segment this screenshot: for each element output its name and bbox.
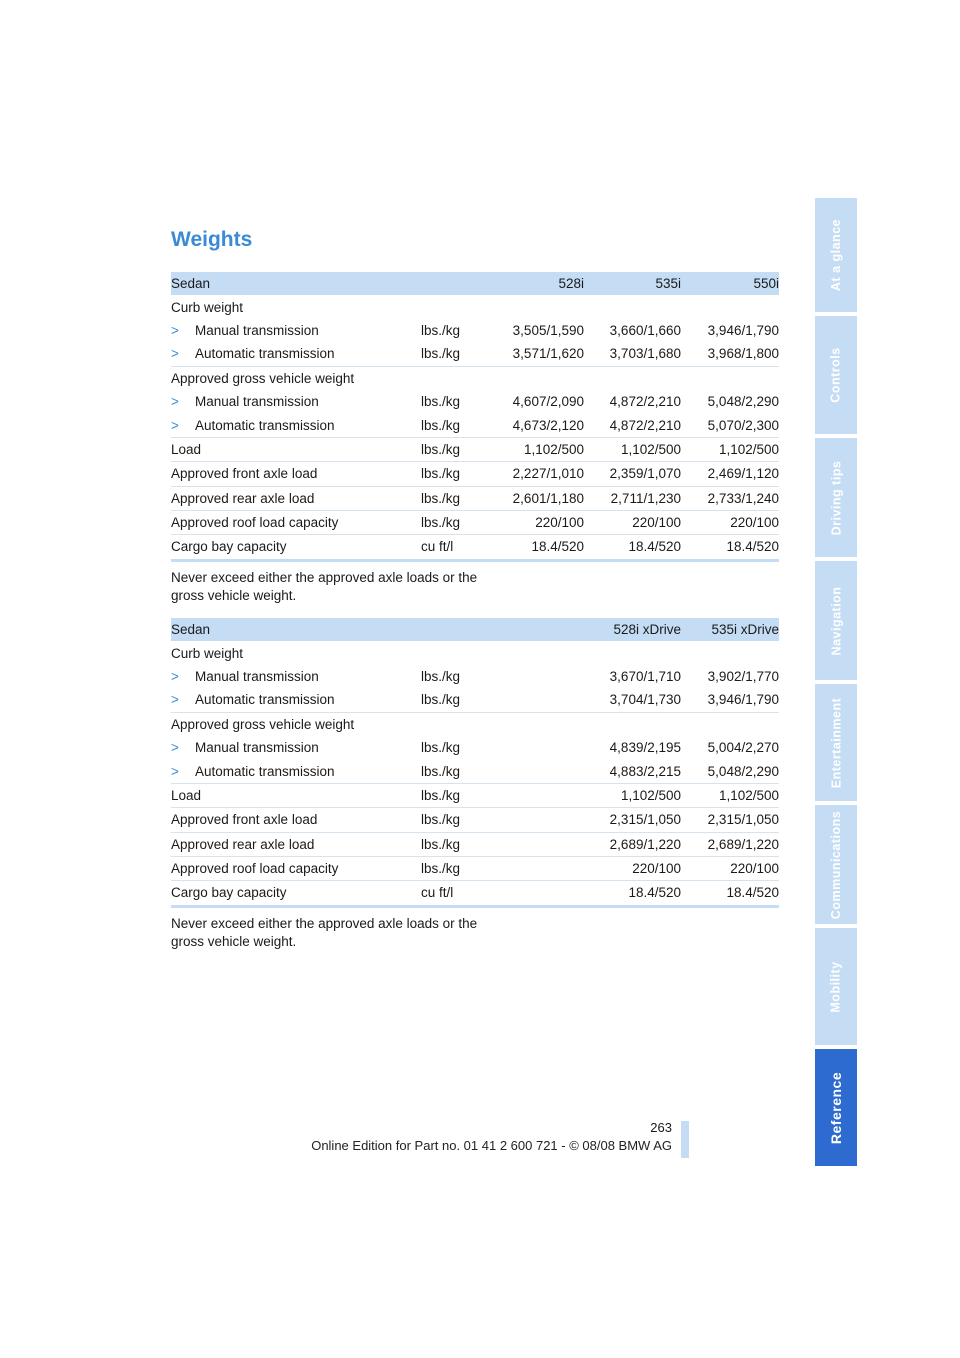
row-label (171, 366, 421, 390)
row-unit: lbs./kg (421, 668, 461, 684)
table-row (171, 486, 779, 510)
row-label-text: Approved front axle load (171, 466, 318, 482)
row-label (171, 295, 421, 318)
value-cell (486, 712, 584, 736)
table-row (171, 437, 779, 461)
value-cell (584, 295, 681, 318)
value-cell: 3,946/1,790 (681, 688, 779, 712)
value-cell: 3,946/1,790 (707, 322, 779, 338)
table-row (171, 462, 779, 486)
row-label-text: Curb weight (171, 645, 244, 661)
value-cell: 2,469/1,120 (681, 462, 779, 486)
nav-tab-label: Mobility (829, 960, 843, 1013)
value-cell: 5,048/2,290 (681, 759, 779, 783)
table-row (171, 319, 779, 342)
row-label (171, 736, 421, 759)
value-cell (486, 832, 584, 856)
weight-note: Never exceed either the approved axle loads or the gross vehicle weight. (171, 570, 478, 603)
table-row (171, 832, 779, 856)
row-unit: lbs./kg (421, 856, 486, 880)
value-cell: 3,968/1,800 (681, 342, 779, 366)
row-label (171, 535, 421, 560)
table-row (171, 366, 779, 390)
row-unit: lbs./kg (421, 783, 486, 807)
row-label-text: Approved front axle load (171, 812, 318, 828)
row-label-text: Approved rear axle load (171, 836, 315, 852)
value-cell: 2,227/1,010 (486, 462, 584, 486)
value-cell (486, 856, 584, 880)
row-label (171, 319, 421, 342)
header-cell: 535i xDrive (681, 618, 779, 641)
bullet-icon: > (171, 692, 179, 708)
value-cell (486, 736, 584, 759)
table-row (171, 295, 779, 318)
table-row (171, 736, 779, 759)
table-row (171, 390, 779, 413)
value-cell (584, 712, 681, 736)
footer-bar (681, 1121, 689, 1158)
nav-tab-controls[interactable] (815, 316, 857, 434)
row-label-text: Approved roof load capacity (171, 515, 339, 531)
row-unit: lbs./kg (421, 437, 486, 461)
value-cell (486, 783, 584, 807)
value-cell: 2,601/1,180 (486, 486, 584, 510)
header-cell (421, 618, 486, 641)
row-label-text: Approved gross vehicle weight (171, 716, 355, 732)
row-unit: lbs./kg (421, 832, 486, 856)
nav-tab-at-a-glance[interactable] (815, 198, 857, 312)
bullet-icon: > (171, 763, 179, 779)
value-cell: 5,070/2,300 (681, 413, 779, 437)
row-label (171, 808, 421, 832)
row-label (171, 665, 421, 688)
nav-tab-label: Navigation (829, 586, 843, 655)
table-row (171, 342, 779, 366)
value-cell (486, 808, 584, 832)
table-row (171, 535, 779, 560)
nav-tab-label: Communications (829, 810, 843, 919)
row-label-text: Cargo bay capacity (171, 885, 287, 901)
header-cell-body-style: Sedan (171, 618, 421, 641)
value-cell: 220/100 (486, 510, 584, 534)
value-cell: 4,839/2,195 (609, 740, 681, 756)
nav-tab-entertainment[interactable] (815, 684, 857, 801)
header-cell: 550i (681, 272, 779, 295)
value-cell: 1,102/500 (681, 437, 779, 461)
row-unit: lbs./kg (421, 394, 461, 410)
table-row (171, 759, 779, 783)
value-cell: 4,872/2,210 (584, 413, 681, 437)
row-unit: cu ft/l (421, 535, 486, 560)
value-cell (486, 881, 584, 906)
nav-tab-label: Driving tips (829, 460, 844, 535)
row-unit: cu ft/l (421, 881, 486, 906)
value-cell: 18.4/520 (681, 881, 779, 906)
page-number: 263 (650, 1120, 672, 1135)
value-cell: 18.4/520 (681, 535, 779, 560)
row-unit (421, 712, 486, 736)
value-cell: 2,315/1,050 (584, 808, 681, 832)
table-header (171, 272, 779, 295)
weights-table-sedan (171, 272, 779, 562)
row-label-text: Load (171, 787, 202, 803)
table-row (171, 783, 779, 807)
row-label (171, 390, 421, 413)
value-cell: 5,004/2,270 (707, 740, 779, 756)
table-row (171, 665, 779, 688)
value-cell (681, 712, 779, 736)
nav-tab-communications[interactable] (815, 805, 857, 924)
header-cell: 528i xDrive (584, 618, 681, 641)
bullet-icon: > (171, 668, 179, 684)
footer-text: Online Edition for Part no. 01 41 2 600 721 - © 08/08 BMW AG (311, 1138, 672, 1153)
value-cell: 4,673/2,120 (486, 413, 584, 437)
table-row (171, 641, 779, 664)
row-label (171, 856, 421, 880)
row-label (171, 759, 421, 783)
row-unit: lbs./kg (421, 486, 486, 510)
bullet-icon: > (171, 322, 179, 338)
page-title: Weights (171, 228, 253, 251)
value-cell: 4,872/2,210 (609, 394, 681, 410)
bullet-icon: > (171, 417, 179, 433)
row-unit: lbs./kg (421, 759, 486, 783)
value-cell (486, 665, 584, 688)
value-cell (486, 688, 584, 712)
header-cell (486, 618, 584, 641)
row-label (171, 510, 421, 534)
header-cell: 535i (584, 272, 681, 295)
table-row (171, 856, 779, 880)
value-cell (584, 641, 681, 664)
row-label-text: Cargo bay capacity (171, 539, 287, 555)
header-cell: 528i (486, 272, 584, 295)
value-cell: 4,607/2,090 (512, 394, 584, 410)
value-cell (486, 366, 584, 390)
value-cell: 1,102/500 (681, 783, 779, 807)
value-cell: 5,048/2,290 (707, 394, 779, 410)
nav-tab-label: Entertainment (829, 697, 844, 788)
value-cell (584, 366, 681, 390)
value-cell: 220/100 (681, 510, 779, 534)
row-unit: lbs./kg (421, 808, 486, 832)
value-cell: 2,689/1,220 (584, 832, 681, 856)
row-unit: lbs./kg (421, 342, 486, 366)
table-row (171, 510, 779, 534)
value-cell: 1,102/500 (584, 783, 681, 807)
table-row (171, 881, 779, 906)
row-label (171, 881, 421, 906)
row-label-text: Curb weight (171, 299, 244, 315)
table-header (171, 618, 779, 641)
row-label (171, 712, 421, 736)
value-cell: 2,359/1,070 (584, 462, 681, 486)
table-row (171, 688, 779, 712)
row-label-text: Manual transmission (195, 394, 319, 410)
value-cell: 2,711/1,230 (584, 486, 681, 510)
value-cell: 1,102/500 (584, 437, 681, 461)
value-cell: 3,660/1,660 (609, 322, 681, 338)
value-cell: 3,902/1,770 (707, 668, 779, 684)
weights-table-sedan-xdrive (171, 618, 779, 908)
row-label (171, 342, 421, 366)
bullet-icon: > (171, 740, 179, 756)
value-cell: 2,689/1,220 (681, 832, 779, 856)
value-cell: 3,703/1,680 (584, 342, 681, 366)
table-row (171, 808, 779, 832)
value-cell: 220/100 (584, 856, 681, 880)
value-cell: 3,704/1,730 (584, 688, 681, 712)
row-label (171, 437, 421, 461)
row-unit: lbs./kg (421, 322, 461, 338)
value-cell (486, 641, 584, 664)
row-label-text: Manual transmission (195, 668, 319, 684)
value-cell: 1,102/500 (486, 437, 584, 461)
row-label-text: Manual transmission (195, 322, 319, 338)
value-cell: 18.4/520 (486, 535, 584, 560)
value-cell: 2,733/1,240 (681, 486, 779, 510)
bullet-icon: > (171, 346, 179, 362)
nav-tab-label: Controls (829, 347, 844, 403)
value-cell: 18.4/520 (584, 881, 681, 906)
value-cell: 3,571/1,620 (486, 342, 584, 366)
nav-tab-mobility[interactable] (815, 928, 857, 1045)
row-label-text: Automatic transmission (195, 692, 335, 708)
nav-tab-label: Reference (828, 1071, 845, 1144)
row-unit: lbs./kg (421, 462, 486, 486)
row-label (171, 486, 421, 510)
nav-tab-label: At a glance (829, 218, 843, 292)
nav-tab-reference[interactable] (815, 1049, 857, 1166)
value-cell (486, 759, 584, 783)
row-label-text: Approved rear axle load (171, 490, 315, 506)
value-cell: 4,883/2,215 (584, 759, 681, 783)
value-cell: 220/100 (681, 856, 779, 880)
row-unit (421, 366, 486, 390)
row-label (171, 641, 421, 664)
row-label (171, 688, 421, 712)
row-label (171, 462, 421, 486)
row-label (171, 783, 421, 807)
header-cell-body-style: Sedan (171, 272, 421, 295)
row-unit (421, 641, 486, 664)
value-cell (681, 295, 779, 318)
value-cell (486, 295, 584, 318)
row-label-text: Approved gross vehicle weight (171, 370, 355, 386)
row-label-text: Automatic transmission (195, 346, 335, 362)
value-cell: 18.4/520 (584, 535, 681, 560)
value-cell: 3,670/1,710 (609, 668, 681, 684)
row-unit: lbs./kg (421, 740, 461, 756)
nav-tab-navigation[interactable] (815, 561, 857, 680)
value-cell (681, 641, 779, 664)
row-label-text: Load (171, 441, 202, 457)
row-unit: lbs./kg (421, 688, 486, 712)
value-cell: 3,505/1,590 (512, 322, 584, 338)
weight-note: Never exceed either the approved axle loads or the gross vehicle weight. (171, 916, 478, 949)
header-cell (421, 272, 486, 295)
row-label-text: Automatic transmission (195, 763, 335, 779)
table-row (171, 712, 779, 736)
nav-tab-driving-tips[interactable] (815, 438, 857, 557)
value-cell: 220/100 (584, 510, 681, 534)
row-unit: lbs./kg (421, 510, 486, 534)
row-unit: lbs./kg (421, 413, 486, 437)
row-unit (421, 295, 486, 318)
row-label-text: Manual transmission (195, 740, 319, 756)
value-cell: 2,315/1,050 (681, 808, 779, 832)
row-label-text: Approved roof load capacity (171, 861, 339, 877)
bullet-icon: > (171, 394, 179, 410)
row-label-text: Automatic transmission (195, 417, 335, 433)
row-label (171, 413, 421, 437)
value-cell (681, 366, 779, 390)
row-label (171, 832, 421, 856)
table-row (171, 413, 779, 437)
